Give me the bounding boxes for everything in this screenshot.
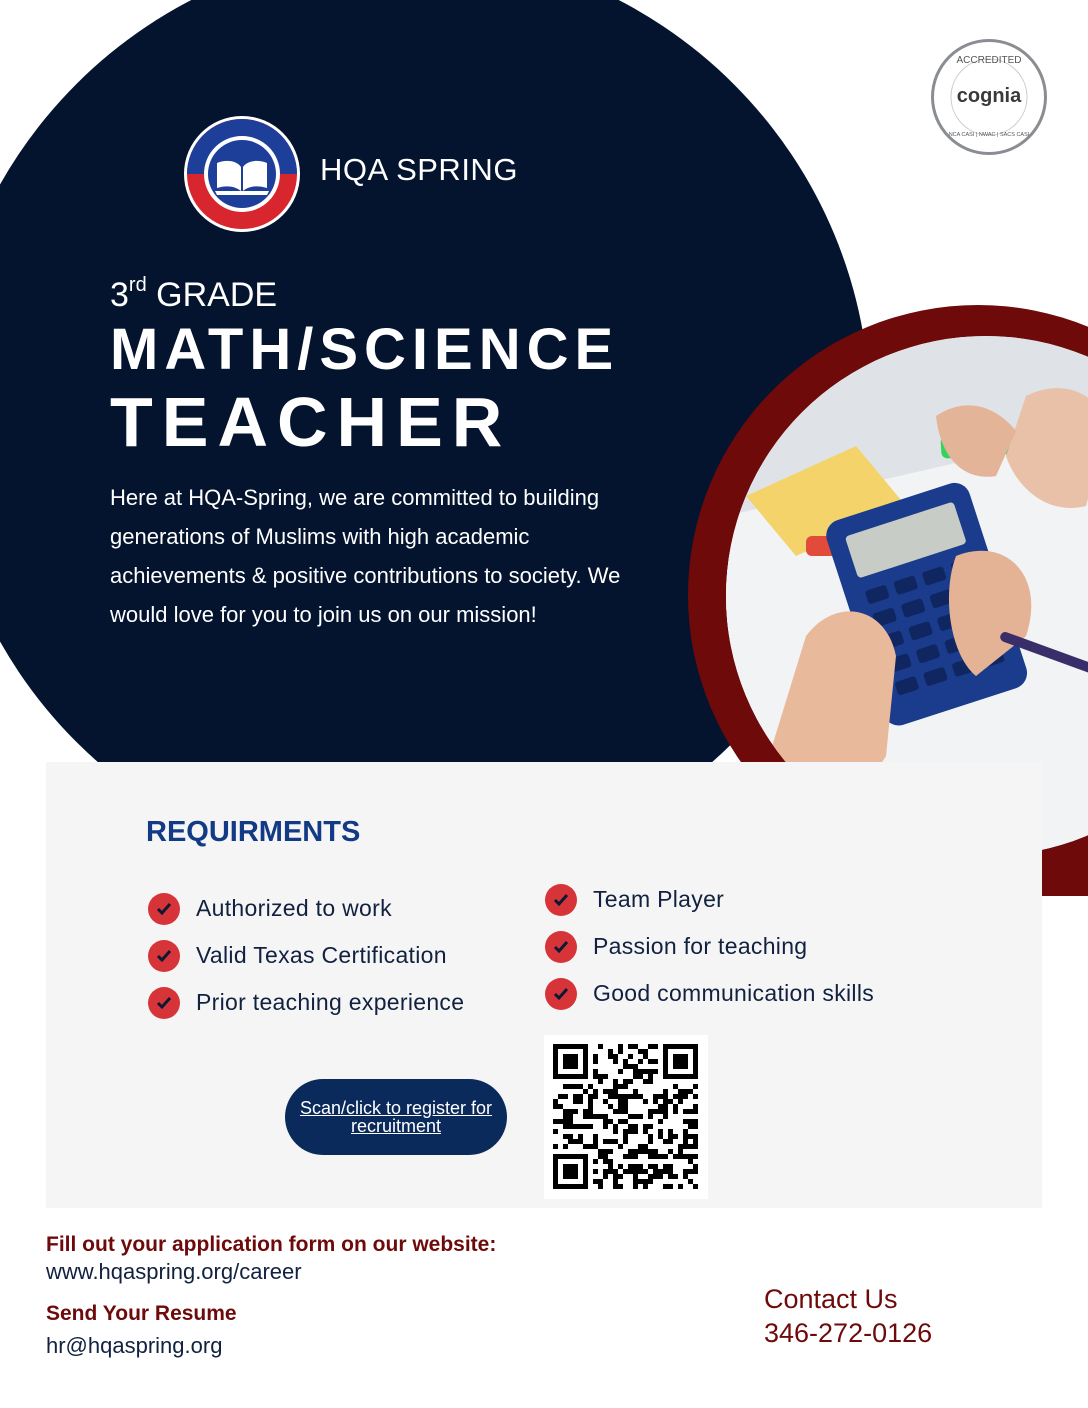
title-subject: MATH/SCIENCE: [110, 317, 620, 382]
requirement-text: Prior teaching experience: [196, 989, 465, 1015]
register-button[interactable]: [285, 1079, 507, 1155]
requirement-text: Authorized to work: [196, 895, 392, 921]
cognia-seal-icon: [930, 38, 1048, 156]
list-item: [545, 876, 874, 923]
list-item: [148, 932, 464, 979]
intro-paragraph: Here at HQA-Spring, we are committed to building generations of Muslims with high academic achievements & positive contributions to society. We would love for you to join us on our mission!: [110, 485, 621, 627]
check-circle-icon: [545, 884, 577, 916]
list-item: [545, 923, 874, 970]
register-label: Scan/click to register for recruitment: [299, 1098, 493, 1136]
list-item: [148, 885, 464, 932]
list-item: [545, 970, 874, 1017]
check-circle-icon: [545, 931, 577, 963]
requirement-text: Passion for teaching: [593, 933, 808, 959]
hr-email-link[interactable]: hr@hqaspring.org: [46, 1333, 223, 1358]
seal-bottom-text: NCA CASI | NWAC | SACS CASI: [948, 132, 1030, 138]
requirements-heading: REQUIRMENTS: [146, 816, 361, 848]
grade-number: 3: [110, 276, 129, 314]
check-circle-icon: [148, 893, 180, 925]
resume-label: Send Your Resume: [46, 1302, 237, 1325]
school-logo-icon: [183, 115, 301, 233]
title-role: TEACHER: [110, 383, 512, 461]
check-circle-icon: [545, 978, 577, 1010]
contact-phone-link[interactable]: 346-272-0126: [764, 1318, 933, 1348]
requirement-text: Team Player: [593, 886, 725, 912]
grade-suffix: rd: [128, 274, 147, 296]
grade-label: [110, 276, 277, 315]
brand-name: HQA SPRING: [320, 152, 518, 187]
contact-label: Contact Us: [764, 1284, 898, 1314]
requirement-text: Valid Texas Certification: [196, 942, 447, 968]
check-circle-icon: [148, 940, 180, 972]
requirements-left-list: [148, 885, 464, 1026]
career-website-link[interactable]: www.hqaspring.org/career: [46, 1259, 302, 1284]
grade-word: GRADE: [156, 276, 278, 314]
apply-label: Fill out your application form on our website:: [46, 1233, 497, 1256]
seal-top-text: ACCREDITED: [956, 55, 1022, 66]
list-item: [148, 979, 464, 1026]
requirement-text: Good communication skills: [593, 980, 875, 1006]
seal-brand-text: cognia: [956, 85, 1022, 107]
qr-code-icon[interactable]: [544, 1035, 708, 1199]
check-circle-icon: [148, 987, 180, 1019]
requirements-right-list: [545, 876, 874, 1017]
